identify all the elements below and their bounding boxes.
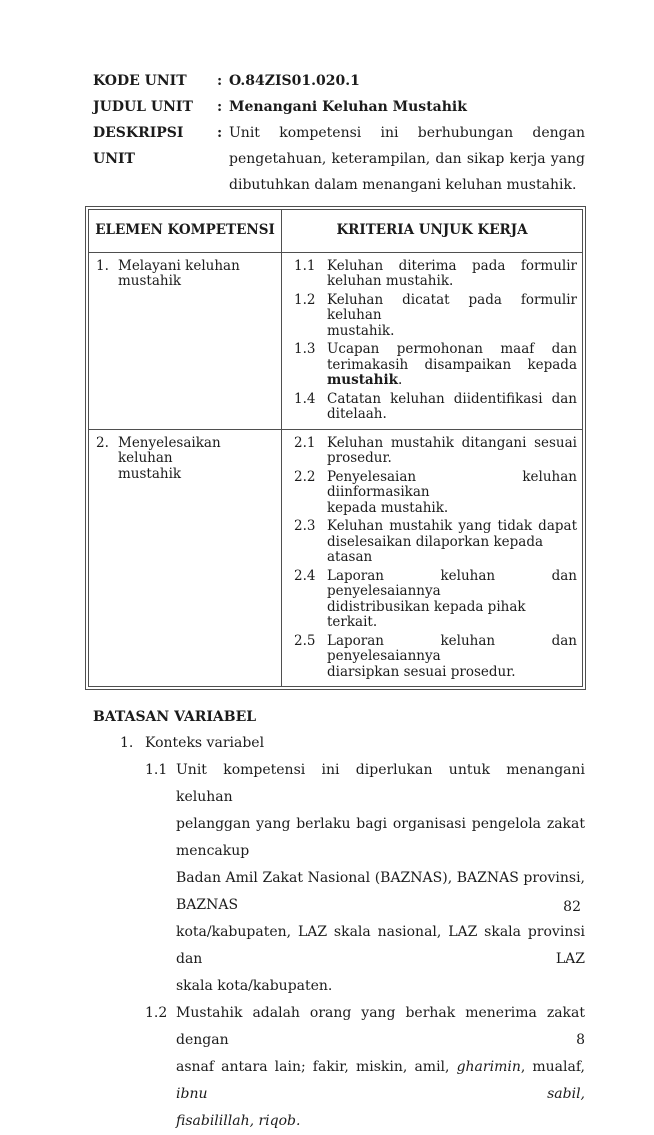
batasan-items	[93, 730, 585, 1135]
item-number: 1.1	[294, 257, 316, 274]
text-lines	[327, 259, 577, 290]
kriteria-item	[294, 436, 577, 467]
text-line	[327, 665, 577, 681]
text-run: Keluhan mustahik yang tidak dapat	[327, 518, 577, 534]
table-row	[89, 252, 583, 429]
kriteria-cell	[282, 252, 583, 429]
kriteria-item	[294, 259, 577, 290]
text-run: gharimin	[456, 1059, 521, 1075]
text-run: Keluhan mustahik ditangani sesuai	[327, 434, 577, 451]
item-number: 2.5	[294, 632, 316, 649]
text-line	[327, 569, 577, 600]
text-line	[176, 1108, 585, 1135]
text-run: Mustahik adalah orang yang berhak menerima zakat dengan 8	[176, 1005, 585, 1048]
item-number: 2.3	[294, 518, 316, 534]
text-line	[229, 68, 585, 94]
unit-value	[229, 94, 585, 120]
unit-value	[229, 120, 585, 198]
text-line	[327, 373, 577, 389]
text-run: ibnu sabil,	[176, 1086, 585, 1102]
item-number: 1.2	[294, 291, 316, 308]
text-run: mustahik	[118, 273, 182, 289]
text-line	[327, 342, 577, 358]
list-subitem	[145, 1000, 585, 1135]
text-run: Catatan keluhan diidentifikasi dan	[327, 390, 577, 407]
kriteria-item	[294, 470, 577, 517]
kriteria-item	[294, 342, 577, 389]
text-run: skala kota/kabupaten.	[176, 978, 333, 994]
item-number: 1.1	[145, 762, 168, 778]
colon-separator: :	[217, 99, 223, 115]
list-subitem	[145, 757, 585, 1000]
text-run: Laporan keluhan dan penyelesaiannya	[327, 567, 577, 599]
text-run: Penyelesaian keluhan diinformasikan	[327, 468, 577, 500]
text-line	[327, 535, 577, 566]
kriteria-item	[294, 293, 577, 340]
text-lines	[327, 634, 577, 681]
text-line	[176, 973, 585, 1000]
unit-label: JUDUL UNIT	[93, 99, 193, 115]
text-line	[327, 392, 577, 408]
text-line	[229, 94, 585, 120]
elemen-cell	[89, 429, 282, 687]
text-line	[118, 274, 275, 290]
item-number: 1.2	[145, 1005, 168, 1021]
text-line	[327, 274, 577, 290]
kriteria-item	[294, 392, 577, 423]
text-run: .	[397, 372, 403, 388]
text-run: Keluhan dicatat pada formulir keluhan	[327, 291, 577, 323]
text-run: dibutuhkan dalam menangani keluhan mustahik.	[229, 177, 577, 193]
text-run: didistribusikan kepada pihak terkait.	[327, 598, 526, 630]
unit-header-row	[93, 120, 585, 198]
text-run: mustahik.	[327, 322, 395, 339]
table-header-cell: ELEMEN KOMPETENSI	[89, 210, 282, 253]
text-run: Melayani keluhan	[118, 257, 240, 274]
text-run: pelanggan yang berlaku bagi organisasi pengelola zakat mencakup	[176, 816, 585, 859]
section-heading: BATASAN VARIABEL	[93, 709, 257, 725]
text-run: O.84ZIS01.020.1	[229, 73, 360, 89]
text-line	[229, 120, 585, 146]
text-line	[176, 1000, 585, 1054]
colon-separator: :	[217, 73, 223, 89]
item-number: 1.	[96, 257, 109, 274]
text-run: Unit kompetensi ini berhubungan dengan	[229, 125, 585, 141]
text-line	[229, 146, 585, 172]
competency-table	[85, 206, 586, 690]
text-line	[327, 259, 577, 275]
text-line	[327, 407, 577, 423]
text-run: keluhan mustahik.	[327, 273, 454, 289]
text-lines	[327, 470, 577, 517]
text-line	[327, 436, 577, 452]
text-run: Keluhan diterima pada formulir	[327, 257, 577, 274]
text-lines	[118, 259, 275, 290]
unit-header	[93, 0, 585, 198]
text-line	[327, 324, 577, 340]
text-run: Ucapan permohonan maaf dan	[327, 341, 577, 357]
table-row	[89, 429, 583, 687]
kriteria-item	[294, 569, 577, 631]
kriteria-item	[294, 519, 577, 566]
text-line	[327, 600, 577, 631]
text-run: diarsipkan sesuai prosedur.	[327, 663, 516, 680]
text-run: mustahik	[327, 372, 398, 388]
text-line	[327, 501, 577, 517]
text-run: mustahik	[118, 465, 182, 482]
item-number: 2.4	[294, 567, 316, 584]
unit-label: KODE UNIT	[93, 73, 187, 89]
text-lines	[327, 392, 577, 423]
kriteria-cell	[282, 429, 583, 687]
text-run: prosedur.	[327, 450, 392, 466]
unit-header-row	[93, 94, 585, 120]
unit-value	[229, 68, 585, 94]
competency-table-grid	[88, 209, 583, 687]
text-lines	[327, 569, 577, 631]
batasan-variabel-section	[93, 704, 585, 1135]
text-line	[176, 811, 585, 865]
item-number: 1.4	[294, 390, 316, 407]
text-run: Unit kompetensi ini diperlukan untuk menangani keluhan	[176, 762, 585, 805]
text-run: asnaf antara lain; fakir, miskin, amil,	[176, 1059, 457, 1075]
text-run: kepada mustahik.	[327, 499, 449, 516]
page-number: 82	[563, 899, 581, 915]
table-header-cell: KRITERIA UNJUK KERJA	[282, 210, 583, 253]
text-lines	[327, 342, 577, 389]
text-lines	[176, 757, 585, 1000]
colon-separator: :	[217, 125, 223, 141]
text-line	[176, 919, 585, 973]
text-line	[229, 172, 585, 198]
text-run: Laporan keluhan dan penyelesaiannya	[327, 632, 577, 664]
text-line	[176, 1054, 585, 1108]
item-number: 2.	[96, 434, 109, 451]
text-line	[327, 293, 577, 324]
item-number: 2.2	[294, 468, 316, 485]
item-number: 1.3	[294, 341, 316, 357]
item-number: 2.1	[294, 434, 316, 451]
text-run: ditelaah.	[327, 406, 387, 422]
text-line	[327, 470, 577, 501]
text-run: Menyelesaikan keluhan	[118, 434, 221, 466]
text-line	[327, 451, 577, 467]
text-lines	[327, 436, 577, 467]
text-run: terimakasih disampaikan kepada	[327, 356, 577, 373]
text-lines	[118, 436, 275, 483]
text-line	[327, 358, 577, 374]
text-line	[327, 519, 577, 535]
text-run: fisabilillah, riqob.	[176, 1113, 301, 1129]
unit-label: DESKRIPSI UNIT	[93, 125, 184, 167]
text-lines	[327, 293, 577, 340]
text-line	[327, 634, 577, 665]
text-run: Badan Amil Zakat Nasional (BAZNAS), BAZNAS provinsi, BAZNAS	[176, 870, 585, 913]
kriteria-item	[294, 634, 577, 681]
table-header-row	[89, 210, 583, 253]
text-line	[118, 436, 275, 467]
text-line	[118, 467, 275, 483]
list-item	[120, 730, 585, 757]
text-lines	[176, 1000, 585, 1135]
list-item-title: Konteks variabel	[145, 735, 265, 751]
item-number: 1.	[120, 735, 134, 751]
elemen-cell	[89, 252, 282, 429]
text-run: Menangani Keluhan Mustahik	[229, 99, 467, 115]
text-line	[176, 757, 585, 811]
text-run: , mualaf,	[520, 1059, 585, 1075]
unit-header-row	[93, 68, 585, 94]
text-run: kota/kabupaten, LAZ skala nasional, LAZ skala provinsi dan LAZ	[176, 924, 585, 967]
text-line	[118, 259, 275, 275]
text-run: pengetahuan, keterampilan, dan sikap kerja yang	[229, 151, 585, 167]
text-run: diselesaikan dilaporkan kepada atasan	[327, 533, 544, 565]
text-lines	[327, 519, 577, 566]
